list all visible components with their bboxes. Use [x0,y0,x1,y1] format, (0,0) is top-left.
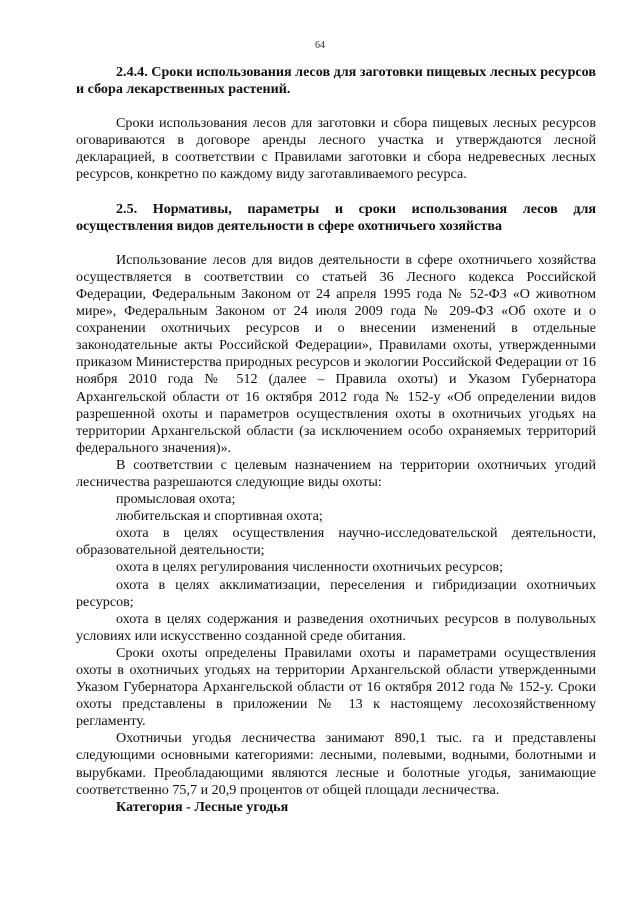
page-number: 64 [315,40,325,51]
subheading-forest-grounds: Категория - Лесные угодья [116,798,289,815]
list-item-regulation-hunting: охота в целях регулирования численности охотничьих ресурсов; [116,559,503,576]
list-item-commercial-hunting: промысловая охота; [116,491,236,508]
paragraph-legal-basis: Использование лесов для видов деятельности в сфере охотничьего хозяйства осуществляется в соответствии со статьей 36 Лесного кодекса Российской Федерации, Федеральным Законом от 24 апреля 1995 года № 52-ФЗ «О животном мире», Федеральным Законом от 24 июля 2009 года № 209-ФЗ «Об охоте и о сохранении охотничьих ресурсов и о внесении изменений в отдельные законодательные акты Российской Федерации», Правилами охоты, утвержденными приказом Министерства природных ресурсов и экологии Российской Федерации от 16 ноября 2010 года № 512 (далее – Правила охоты) и Указом Губернатора Архангельской области от 16 октября 2012 года № 152-у «Об определении видов разрешенной охоты и параметров осуществления охоты в охотничьих угодьях на территории Архангельской области (за исключением особо охраняемых территорий федерального значения)». [76,251,596,456]
section-2-5-heading: 2.5. Нормативы, параметры и сроки использования лесов для осуществления видов деятельности в сфере охотничьего хозяйства [76,200,596,234]
page-content [76,64,596,816]
list-item-amateur-sport-hunting: любительская и спортивная охота; [116,508,323,525]
paragraph-hunting-types-intro: В соответствии с целевым назначением на территории охотничьих угодий лесничества разрешаются следующие виды охоты: [76,456,596,490]
section-2-4-4-heading: 2.4.4. Сроки использования лесов для заготовки пищевых лесных ресурсов и сбора лекарственных растений. [76,64,596,98]
list-item-breeding-hunting: охота в целях содержания и разведения охотничьих ресурсов в полувольных условиях или искусственно созданной среде обитания. [76,610,596,644]
paragraph-hunting-terms: Сроки охоты определены Правилами охоты и параметрами осуществления охоты в охотничьих угодьях на территории Архангельской области утвержденными Указом Губернатора Архангельской области от 16 октября 2012 года № 152-у. Сроки охоты представлены в приложении № 13 к настоящему лесохозяйственному регламенту. [76,644,596,730]
paragraph-hunting-grounds: Охотничьи угодья лесничества занимают 890,1 тыс. га и представлены следующими основными категориями: лесными, полевыми, водными, болотными и вырубками. Преобладающими являются лесные и болотные угодья, занимающие соответственно 75,7 и 20,9 процентов от общей площади лесничества. [76,730,596,798]
section-2-4-4-paragraph: Сроки использования лесов для заготовки и сбора пищевых лесных ресурсов оговариваются в договоре аренды лесного участка и утверждаются лесной декларацией, в соответствии с Правилами заготовки и сбора недревесных лесных ресурсов, конкретно по каждому виду заготавливаемого ресурса. [76,115,596,183]
list-item-acclimatization-hunting: охота в целях акклиматизации, переселения и гибридизации охотничьих ресурсов; [76,576,596,610]
list-item-research-hunting: охота в целях осуществления научно-исследовательской деятельности, образовательной деятельности; [76,525,596,559]
